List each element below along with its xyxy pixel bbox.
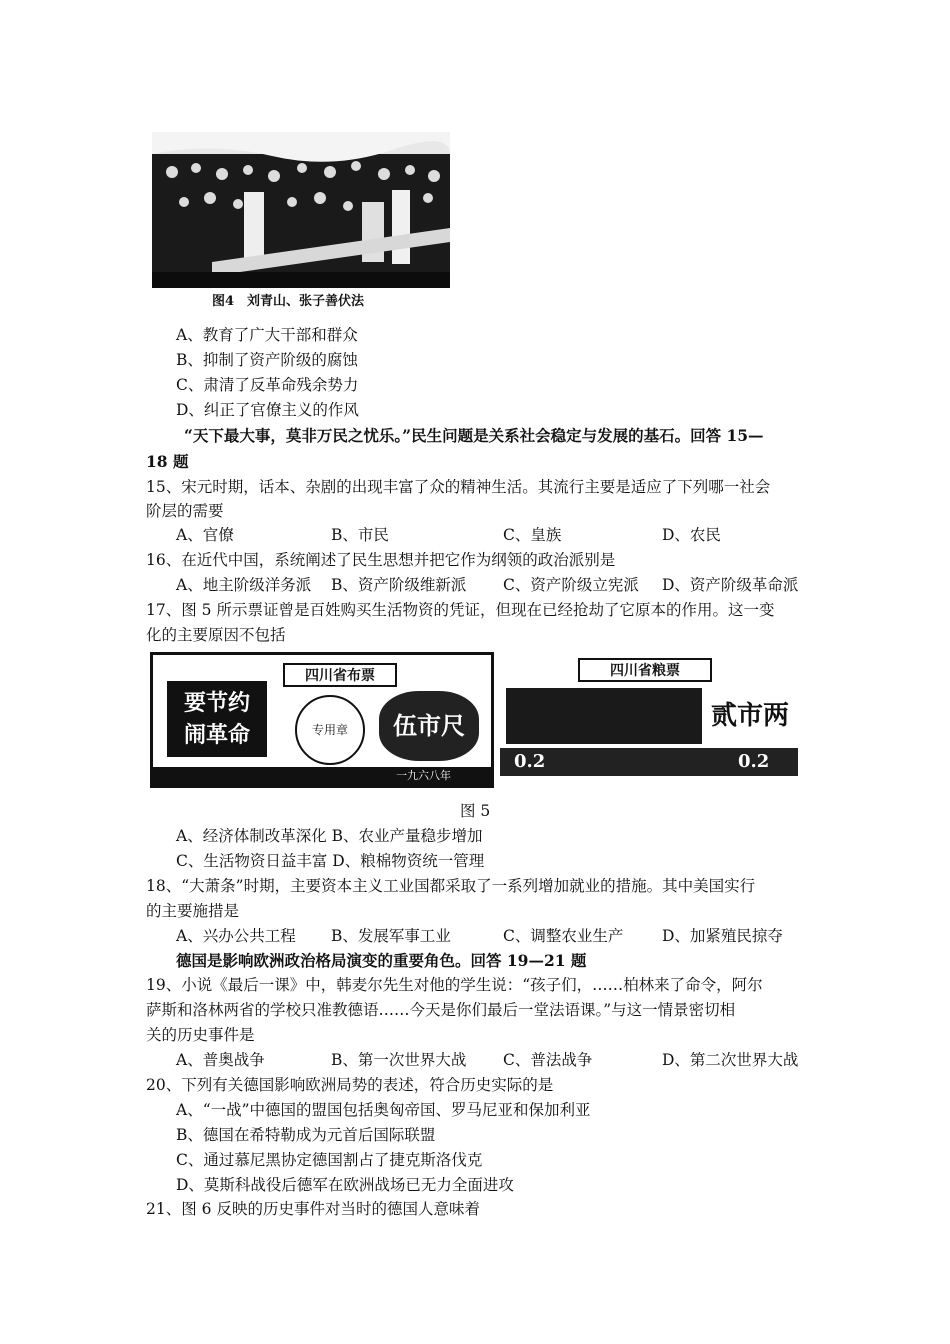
section-intro-1-line1: “天下最大事，莫非万民之忧乐。”民生问题是关系社会稳定与发展的基石。回答 15—	[184, 426, 764, 445]
q14-option-d: D、纠正了官僚主义的作风	[176, 401, 359, 419]
grain-ticket-value: 贰市两	[710, 701, 789, 731]
q15-option-c: C、皇族	[503, 526, 562, 544]
q19-option-d: D、第二次世界大战	[662, 1051, 799, 1069]
q16-option-d: D、资产阶级革命派	[662, 576, 799, 594]
cloth-ration-ticket	[150, 652, 494, 788]
grain-ration-ticket	[500, 652, 798, 788]
q17-options-line2: C、生活物资日益丰富 D、粮棉物资统一管理	[176, 852, 485, 870]
ticket-seal: 专用章	[295, 695, 365, 765]
grain-ticket-corner-right: 0.2	[738, 751, 770, 772]
q18-option-d: D、加紧殖民掠夺	[662, 927, 783, 945]
q15-option-d: D、农民	[662, 526, 721, 544]
section-intro-1-line2: 18 题	[146, 452, 189, 471]
q18-option-a: A、兴办公共工程	[176, 927, 296, 945]
cloth-ticket-header: 四川省布票	[283, 663, 397, 687]
q20-option-c: C、通过慕尼黑协定德国割占了捷克斯洛伐克	[176, 1151, 483, 1169]
cloth-ticket-footer: 一九六八年	[153, 767, 491, 785]
q19-stem-line2: 萨斯和洛林两省的学校只准教德语……今天是你们最后一堂法语课。”与这一情景密切相	[146, 1001, 736, 1019]
grain-ticket-header: 四川省粮票	[578, 658, 712, 682]
ticket-slogan-box	[167, 681, 267, 757]
q17-options-line1: A、经济体制改革深化 B、农业产量稳步增加	[176, 827, 483, 845]
section-intro-2: 德国是影响欧洲政治格局演变的重要角色。回答 19—21 题	[176, 951, 587, 970]
cloth-ticket-value: 伍市尺	[379, 691, 479, 761]
q16-stem: 16、在近代中国，系统阐述了民生思想并把它作为纲领的政治派别是	[146, 551, 616, 569]
q16-option-a: A、地主阶级洋务派	[176, 576, 312, 594]
q18-option-b: B、发展军事工业	[331, 927, 451, 945]
q15-stem-line2: 阶层的需要	[146, 502, 224, 520]
q16-option-b: B、资产阶级维新派	[331, 576, 467, 594]
q20-option-a: A、“一战”中德国的盟国包括奥匈帝国、罗马尼亚和保加利亚	[176, 1101, 591, 1119]
q16-option-c: C、资产阶级立宪派	[503, 576, 639, 594]
q19-option-c: C、普法战争	[503, 1051, 593, 1069]
figure-4-caption: 图4 刘青山、张子善伏法	[212, 294, 365, 309]
q20-stem: 20、下列有关德国影响欧洲局势的表述，符合历史实际的是	[146, 1076, 554, 1094]
q20-option-d: D、莫斯科战役后德军在欧洲战场已无力全面进攻	[176, 1176, 514, 1194]
q19-option-b: B、第一次世界大战	[331, 1051, 467, 1069]
q19-stem-line1: 19、小说《最后一课》中，韩麦尔先生对他的学生说：“孩子们，……柏林来了命令，阿尔	[146, 976, 763, 994]
q20-option-b: B、德国在希特勒成为元首后国际联盟	[176, 1126, 436, 1144]
ticket-slogan-line2: 闹革命	[183, 722, 250, 748]
ticket-slogan-line1: 要节约	[183, 690, 250, 716]
figure-4-photo	[152, 132, 450, 288]
q15-option-b: B、市民	[331, 526, 389, 544]
q14-option-b: B、抑制了资产阶级的腐蚀	[176, 351, 358, 369]
q19-option-a: A、普奥战争	[176, 1051, 265, 1069]
q18-option-c: C、调整农业生产	[503, 927, 624, 945]
q18-stem-line2: 的主要施措是	[146, 902, 240, 920]
q14-option-c: C、肃清了反革命残余势力	[176, 376, 359, 394]
q18-stem-line1: 18、“大萧条”时期，主要资本主义工业国都采取了一系列增加就业的措施。其中美国实行	[146, 877, 756, 895]
grain-ticket-pattern	[506, 688, 702, 744]
q15-option-a: A、官僚	[176, 526, 234, 544]
grain-ticket-corner-left: 0.2	[514, 751, 546, 772]
q17-stem-line1: 17、图 5 所示票证曾是百姓购买生活物资的凭证，但现在已经抢劫了它原本的作用。这一变	[146, 601, 775, 619]
q14-option-a: A、教育了广大干部和群众	[176, 326, 358, 344]
q21-stem: 21、图 6 反映的历史事件对当时的德国人意味着	[146, 1200, 480, 1218]
crowd-photo-graphic	[152, 132, 450, 288]
q17-stem-line2: 化的主要原因不包括	[146, 626, 286, 644]
q19-stem-line3: 关的历史事件是	[146, 1026, 255, 1044]
q15-stem-line1: 15、宋元时期，话本、杂剧的出现丰富了众的精神生活。其流行主要是适应了下列哪一社会	[146, 478, 771, 496]
figure-5-label: 图 5	[460, 802, 491, 820]
